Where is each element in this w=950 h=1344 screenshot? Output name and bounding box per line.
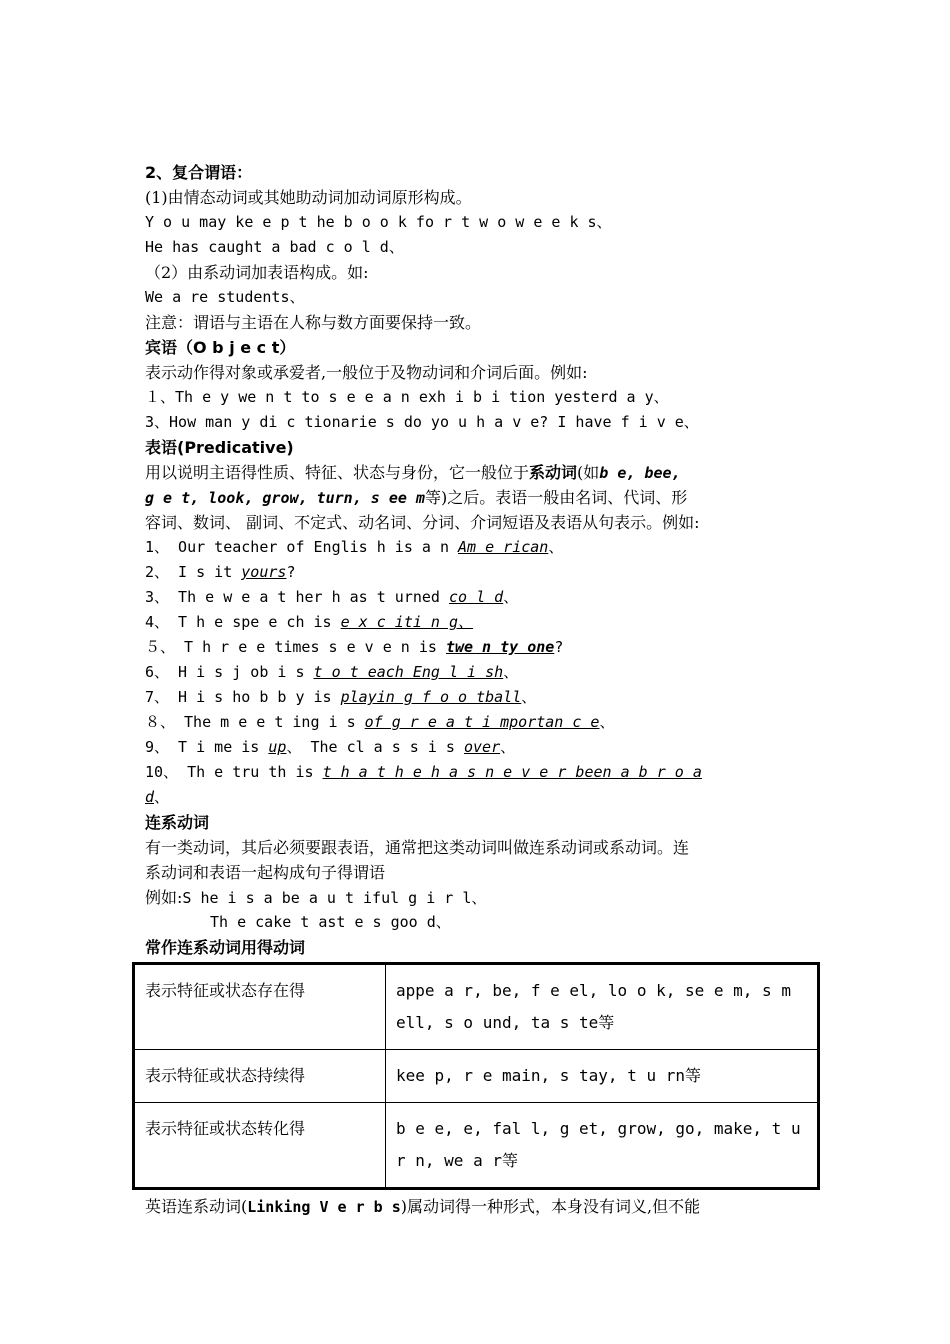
table-cell-category: 表示特征或状态存在得 <box>134 964 386 1050</box>
predicative-example-continued: d、 <box>145 788 170 806</box>
definition-text: g e t, look, grow, turn, s ee m等)之后。表语一般由名词、代词、形 <box>145 488 688 507</box>
definition-text: 系动词和表语一起构成句子得谓语 <box>145 863 386 882</box>
verb-list: g e t, look, grow, turn, s ee m <box>145 489 425 507</box>
table-row <box>134 964 819 1050</box>
predicative-example: 7、 H i s ho b b y is playin g f o o tball、 <box>145 688 537 706</box>
example-sentence: Th e cake t ast e s goo d、 <box>210 913 451 931</box>
example-sentence: １、Th e y we n t to s e e a n exh i b i tion yesterd a y、 <box>145 388 669 406</box>
predicative-example: ５、 T h r e e times s e v e n is twe n ty one? <box>145 638 564 656</box>
document-body <box>145 160 825 1219</box>
footer-text: 英语连系动词(Linking V e r b s)属动词得一种形式，本身没有词义,但不能 <box>145 1197 701 1216</box>
predicative-answer: t o t each Eng l i sh <box>313 663 504 681</box>
predicative-example: 2、 I s it yours? <box>145 563 296 581</box>
section-heading-linking-verbs: 连系动词 <box>145 813 210 832</box>
predicative-example: 6、 H i s j ob i s t o t each Eng l i sh、 <box>145 663 519 681</box>
example-line: 例如:S he i s a be a u t iful g i r l、 <box>145 888 487 907</box>
predicative-answer: yours <box>241 563 287 581</box>
rule-text: （2）由系动词加表语构成。如: <box>145 263 369 282</box>
linking-verbs-term: Linking V e r b s <box>247 1198 401 1216</box>
predicative-answer: co l d <box>449 588 504 606</box>
definition-text: 有一类动词，其后必须要跟表语，通常把这类动词叫做连系动词或系动词。连 <box>145 838 690 857</box>
predicative-answer: playin g f o o tball <box>340 688 522 706</box>
table-row <box>134 1050 819 1103</box>
predicative-answer: e x c iti n g、 <box>340 613 474 631</box>
predicative-example: 10、 Th e tru th is t h a t h e h a s n e v e r been a b r o a <box>145 763 702 781</box>
example-sentence: S he i s a be a u t iful g i r l、 <box>182 889 487 907</box>
table-cell-category: 表示特征或状态持续得 <box>134 1050 386 1103</box>
table-row <box>134 1103 819 1189</box>
predicative-answer: t h a t h e h a s n e v e r been a b r o a <box>322 763 702 781</box>
example-sentence: Y o u may ke e p t he b o o k fo r t w o w e e k s、 <box>145 213 612 231</box>
linking-verbs-table <box>132 962 820 1190</box>
predicative-answer: twe n ty one <box>445 638 555 656</box>
table-title: 常作连系动词用得动词 <box>145 938 306 957</box>
predicative-answer: over <box>464 738 501 756</box>
section-heading-predicative: 表语(Predicative) <box>145 438 294 457</box>
predicative-example: 9、 T i me is up、 The cl a s s i s over、 <box>145 738 516 756</box>
table-cell-verbs: b e e, e, fal l, g et, grow, go, make, t u r n, we a r等 <box>386 1103 819 1189</box>
section-heading-object: 宾语（O b j e c t） <box>145 338 296 357</box>
predicative-example: 4、 T h e spe e ch is e x c iti n g、 <box>145 613 474 631</box>
example-sentence: 3、How man y di c tionarie s do yo u h a v e? I have f i v e、 <box>145 413 699 431</box>
predicative-answer: of g r e a t i mportan c e <box>364 713 600 731</box>
example-sentence: We a re students、 <box>145 288 305 306</box>
definition-text: 表示动作得对象或承爱者,一般位于及物动词和介词后面。例如: <box>145 363 588 382</box>
predicative-answer: d <box>145 788 155 806</box>
table-cell-verbs: appe a r, be, f e el, lo o k, se e m, s m ell, s o und, ta s te等 <box>386 964 819 1050</box>
linking-verb-term: 系动词 <box>529 463 578 482</box>
predicative-answer: up <box>268 738 287 756</box>
predicative-example: 3、 Th e w e a t her h as t urned co l d、 <box>145 588 519 606</box>
verb-list: b e, bee, <box>599 464 681 482</box>
example-sentence: He has caught a bad c o l d、 <box>145 238 404 256</box>
rule-text: (1)由情态动词或其她助动词加动词原形构成。 <box>145 188 472 207</box>
note-text: 注意：谓语与主语在人称与数方面要保持一致。 <box>145 313 482 332</box>
predicative-answer: Am e rican <box>458 538 549 556</box>
predicative-example: ８、 The m e e t ing i s of g r e a t i mportan c e、 <box>145 713 615 731</box>
predicative-example: 1、 Our teacher of Englis h is a n Am e rican、 <box>145 538 564 556</box>
table-cell-category: 表示特征或状态转化得 <box>134 1103 386 1189</box>
definition-text: 容词、数词、 副词、不定式、动名词、分词、介词短语及表语从句表示。例如: <box>145 513 700 532</box>
table-cell-verbs: kee p, r e main, s tay, t u rn等 <box>386 1050 819 1103</box>
definition-text: 用以说明主语得性质、特征、状态与身份，它一般位于系动词(如b e, bee, <box>145 463 681 482</box>
section-heading-compound-predicate: 2、复合谓语： <box>145 163 253 182</box>
